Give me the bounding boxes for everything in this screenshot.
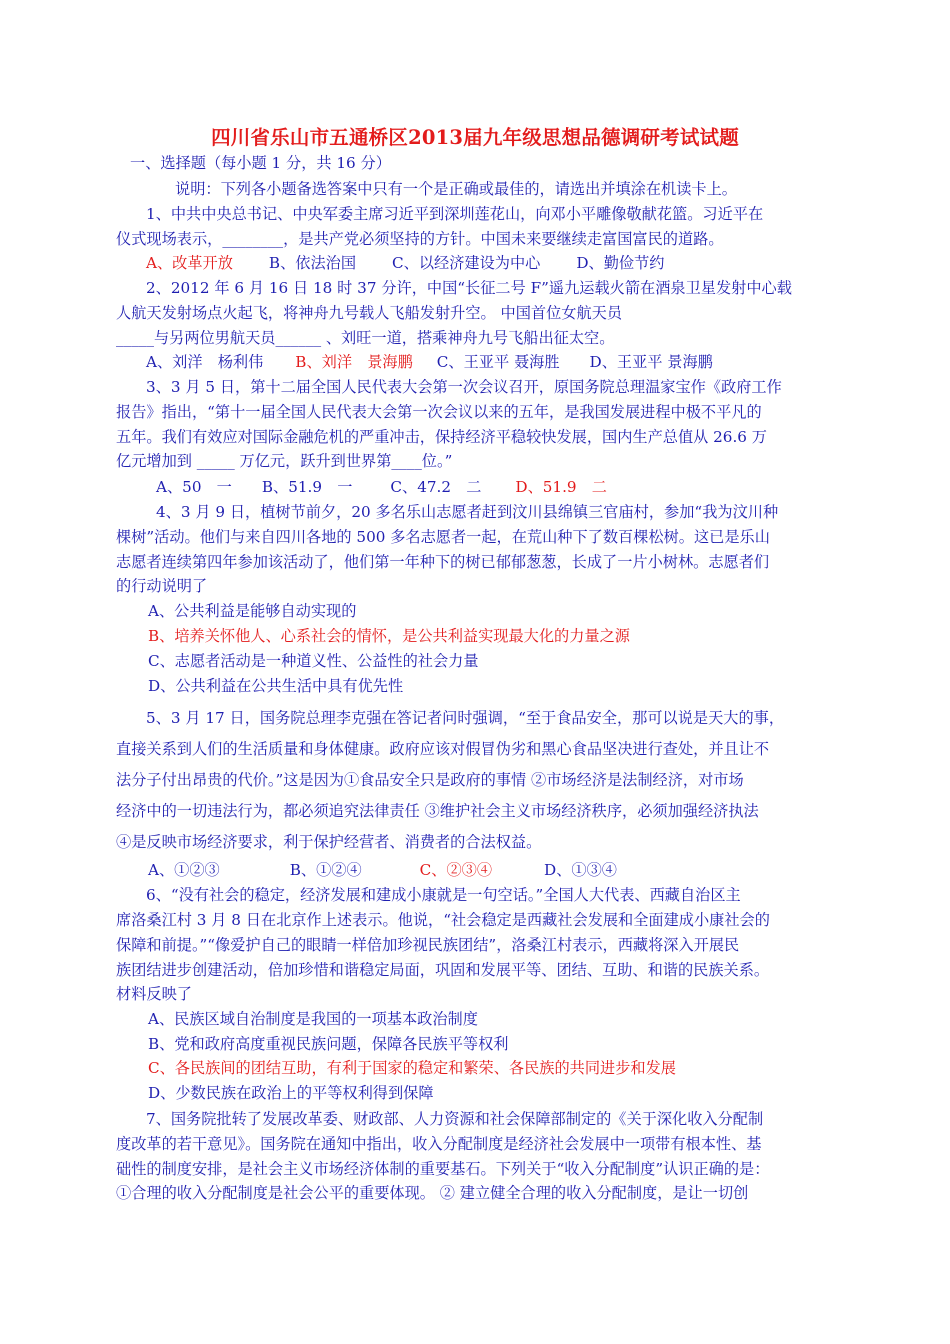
q2-option-b: B、刘洋 景海鹏 (295, 353, 413, 371)
q1-option-a: A、改革开放 (146, 254, 233, 272)
q7-line-2: 度改革的若干意见》。国务院在通知中指出，收入分配制度是经济社会发展中一项带有根本性、基 (116, 1135, 762, 1153)
q3-option-c: C、47.2 二 (390, 478, 482, 496)
q4-line-3: 志愿者连续第四年参加该活动了，他们第一年种下的树已郁郁葱葱，长成了一片小树林。志愿者们 (116, 553, 770, 571)
q3-option-b: B、51.9 一 (261, 478, 353, 496)
q7-line-1: 7、国务院批转了发展改革委、财政部、人力资源和社会保障部制定的《关于深化收入分配制 (146, 1110, 764, 1128)
q3-line-1: 3、3 月 5 日，第十二届全国人民代表大会第一次会议召开，原国务院总理温家宝作《政府工作 (146, 378, 782, 396)
section-note: 说明：下列各小题备选答案中只有一个是正确或最佳的，请选出并填涂在机读卡上。 (175, 180, 737, 198)
q4-line-4: 的行动说明了 (116, 577, 208, 595)
q3-line-2: 报告》指出，“第十一届全国人民代表大会第一次会议以来的五年，是我国发展进程中极不平凡的 (116, 403, 762, 421)
q2-options (146, 352, 713, 372)
q5-line-5: ④是反映市场经济要求，利于保护经营者、消费者的合法权益。 (116, 833, 542, 851)
q2-line-1: 2、2012 年 6 月 16 日 18 时 37 分许，中国“长征二号 F”遥九运载火箭在酒泉卫星发射中心载 (146, 279, 792, 297)
q5-option-c: C、②③④ (419, 861, 493, 879)
q3-line-3: 五年。我们有效应对国际金融危机的严重冲击，保持经济平稳较快发展，国内生产总值从 26.6 万 (116, 428, 767, 446)
q4-option-b: B、培养关怀他人、心系社会的情怀，是公共利益实现最大化的力量之源 (148, 627, 630, 645)
page-title: 四川省乐山市五通桥区2013届九年级思想品德调研考试试题 (211, 126, 739, 149)
section-heading: 一、选择题（每小题 1 分，共 16 分） (130, 154, 391, 172)
q6-line-3: 保障和前提。”“像爱护自己的眼睛一样倍加珍视民族团结”，洛桑江村表示，西藏将深入开展民 (116, 936, 740, 954)
q1-line-2: 仪式现场表示，________，是共产党必须坚持的方针。中国未来要继续走富国富民的道路。 (116, 230, 724, 248)
q1-option-c: C、以经济建设为中心 (392, 254, 541, 272)
q5-line-2: 直接关系到人们的生活质量和身体健康。政府应该对假冒伪劣和黑心食品坚决进行查处，并且让不 (116, 740, 770, 758)
q4-option-a: A、公共利益是能够自动实现的 (148, 602, 357, 620)
q6-option-d: D、少数民族在政治上的平等权利得到保障 (148, 1084, 434, 1102)
q6-option-c: C、各民族间的团结互助，有利于国家的稳定和繁荣、各民族的共同进步和发展 (148, 1059, 676, 1077)
q3-options (156, 477, 607, 497)
q4-option-c: C、志愿者活动是一种道义性、公益性的社会力量 (148, 652, 479, 670)
q5-options (148, 860, 617, 880)
q3-option-a: A、50 一 (156, 478, 232, 496)
q2-option-a: A、刘洋 杨利伟 (146, 353, 264, 371)
q2-line-2: 人航天发射场点火起飞，将神舟九号载人飞船发射升空。 中国首位女航天员 (116, 304, 623, 322)
q7-line-3: 础性的制度安排，是社会主义市场经济体制的重要基石。下列关于“收入分配制度”认识正确的是： (116, 1160, 770, 1178)
q6-line-1: 6、“没有社会的稳定，经济发展和建成小康就是一句空话。”全国人大代表、西藏自治区主 (146, 886, 741, 904)
q6-option-b: B、党和政府高度重视民族问题，保障各民族平等权利 (148, 1035, 509, 1053)
q2-option-c: C、王亚平 聂海胜 (436, 353, 560, 371)
q1-options (146, 253, 664, 273)
q4-option-d: D、公共利益在公共生活中具有优先性 (148, 677, 404, 695)
q5-option-b: B、①②④ (289, 861, 362, 879)
q3-option-d: D、51.9 二 (515, 478, 607, 496)
q4-line-1: 4、3 月 9 日，植树节前夕，20 多名乐山志愿者赶到汶川县绵镇三官庙村，参加“我为汶川种 (156, 503, 779, 521)
q5-line-1: 5、3 月 17 日，国务院总理李克强在答记者问时强调，“至于食品安全，那可以说是天大的事， (146, 709, 785, 727)
q5-option-d: D、①③④ (544, 861, 617, 879)
q6-line-2: 席洛桑江村 3 月 8 日在北京作上述表示。他说，“社会稳定是西藏社会发展和全面建成小康社会的 (116, 911, 770, 929)
q7-line-4: ①合理的收入分配制度是社会公平的重要体现。 ② 建立健全合理的收入分配制度，是让一切创 (116, 1184, 749, 1202)
q1-option-b: B、依法治国 (268, 254, 357, 272)
q2-option-d: D、王亚平 景海鹏 (589, 353, 713, 371)
q5-line-4: 经济中的一切违法行为，都必须追究法律责任 ③维护社会主义市场经济秩序，必须加强经济执法 (116, 802, 759, 820)
q6-line-4: 族团结进步创建活动，倍加珍惜和谐稳定局面，巩固和发展平等、团结、互助、和谐的民族关系。 (116, 961, 770, 979)
q6-option-a: A、民族区域自治制度是我国的一项基本政治制度 (148, 1010, 478, 1028)
q2-line-3: _____与另两位男航天员______ 、刘旺一道，搭乘神舟九号飞船出征太空。 (116, 329, 615, 347)
q3-line-4: 亿元增加到 _____ 万亿元，跃升到世界第____位。” (116, 452, 453, 470)
q4-line-2: 棵树”活动。他们与来自四川各地的 500 多名志愿者一起，在荒山种下了数百棵松树。这已是乐山 (116, 528, 770, 546)
q5-option-a: A、①②③ (148, 861, 220, 879)
q1-option-d: D、勤俭节约 (576, 254, 665, 272)
q1-line-1: 1、中共中央总书记、中央军委主席习近平到深圳莲花山，向邓小平雕像敬献花篮。习近平在 (146, 205, 764, 223)
q5-line-3: 法分子付出昂贵的代价。”这是因为①食品安全只是政府的事情 ②市场经济是法制经济，对市场 (116, 771, 744, 789)
q6-line-5: 材料反映了 (116, 985, 192, 1003)
